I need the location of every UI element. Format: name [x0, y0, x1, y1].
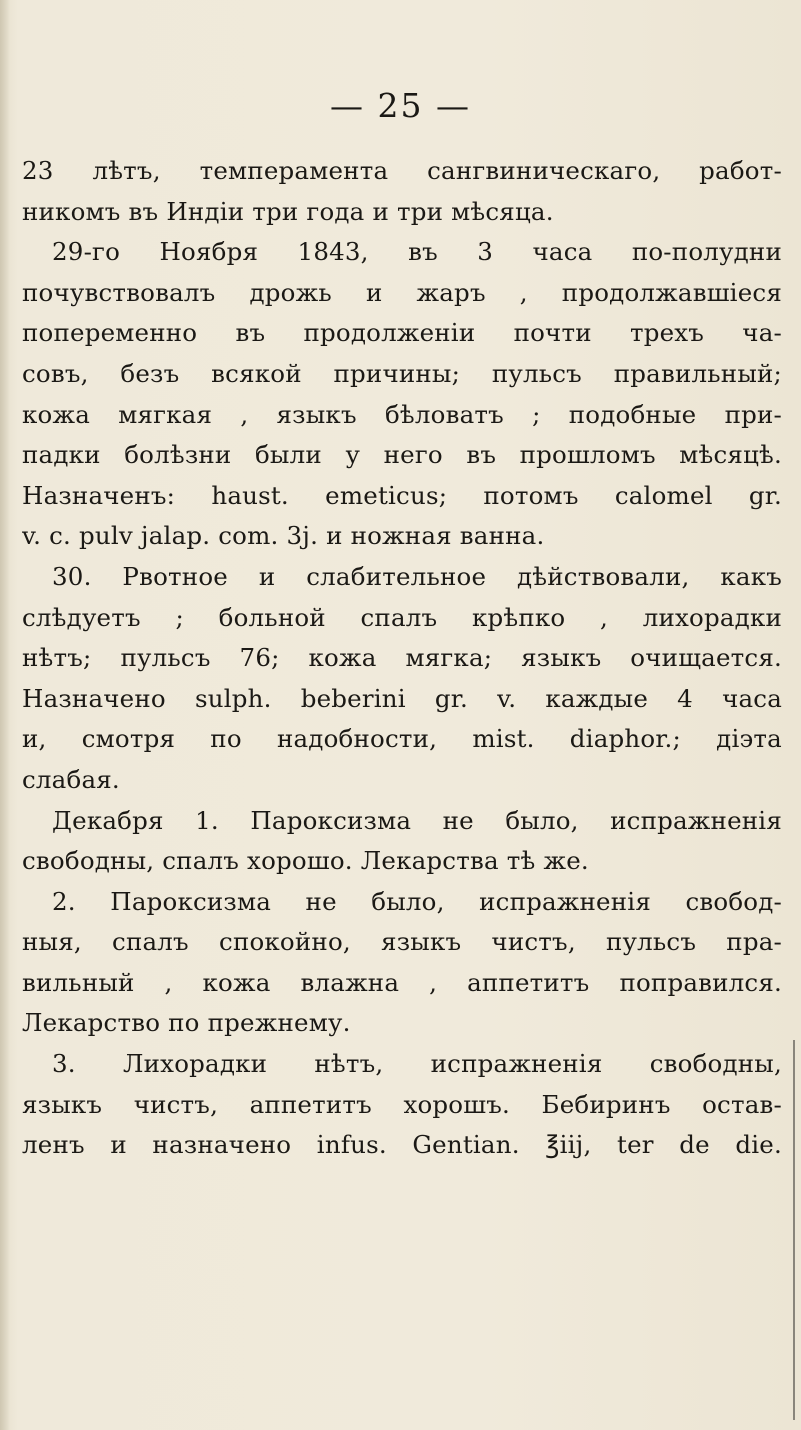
text-line: Лекарство по прежнему.: [22, 1008, 351, 1038]
text-line: никомъ въ Индіи три года и три мѣсяца.: [22, 196, 554, 226]
text-line: нѣтъ; пульсъ 76; кожа мягка; языкъ очищается.: [22, 643, 782, 673]
text-line: слабая.: [22, 764, 120, 794]
text-line: попеременно въ продолженіи почти трехъ ча-: [22, 318, 782, 348]
text-line: 3. Лихорадки нѣтъ, испражненія свободны,: [52, 1049, 782, 1079]
text-line: вильный , кожа влажна , аппетитъ поправился.: [22, 967, 782, 997]
text-line: ленъ и назначено infus. Gentian. ℥iij, ter de die.: [22, 1130, 782, 1160]
text-line: и, смотря по надобности, mist. diaphor.; діэта: [22, 724, 782, 754]
page-edge-line: [793, 1040, 795, 1420]
text-line: почувствовалъ дрожь и жаръ , продолжавшіеся: [22, 277, 782, 307]
text-line: Назначенъ: haust. emeticus; потомъ calomel gr.: [22, 480, 782, 510]
text-line: свободны, спалъ хорошо. Лекарства тѣ же.: [22, 846, 589, 876]
text-line: кожа мягкая , языкъ бѣловатъ ; подобные при-: [22, 399, 782, 429]
text-line: слѣдуетъ ; больной спалъ крѣпко , лихорадки: [22, 602, 782, 632]
text-line: ныя, спалъ спокойно, языкъ чистъ, пульсъ пра-: [22, 927, 782, 957]
body-text: [22, 151, 782, 1166]
text-line: Назначено sulph. beberini gr. v. каждые 4 часа: [22, 683, 782, 713]
text-line: Декабря 1. Пароксизма не было, испражненія: [52, 805, 782, 835]
text-line: языкъ чистъ, аппетитъ хорошъ. Бебиринъ остав-: [22, 1089, 782, 1119]
text-line: 29-го Ноября 1843, въ 3 часа по-полудни: [52, 237, 782, 267]
text-line: 2. Пароксизма не было, испражненія свобод-: [52, 886, 782, 916]
page-number: — 25 —: [330, 86, 471, 125]
text-line: падки болѣзни были у него въ прошломъ мѣсяцѣ.: [22, 440, 782, 470]
text-line: v. c. pulv jalap. com. 3j. и ножная ванна.: [22, 521, 545, 551]
text-line: 23 лѣтъ, темперамента сангвиническаго, работ-: [22, 156, 782, 185]
text-line: совъ, безъ всякой причины; пульсъ правильный;: [22, 358, 782, 388]
text-line: 30. Рвотное и слабительное дѣйствовали, какъ: [52, 561, 782, 591]
page-gutter-shadow: [0, 0, 10, 1430]
